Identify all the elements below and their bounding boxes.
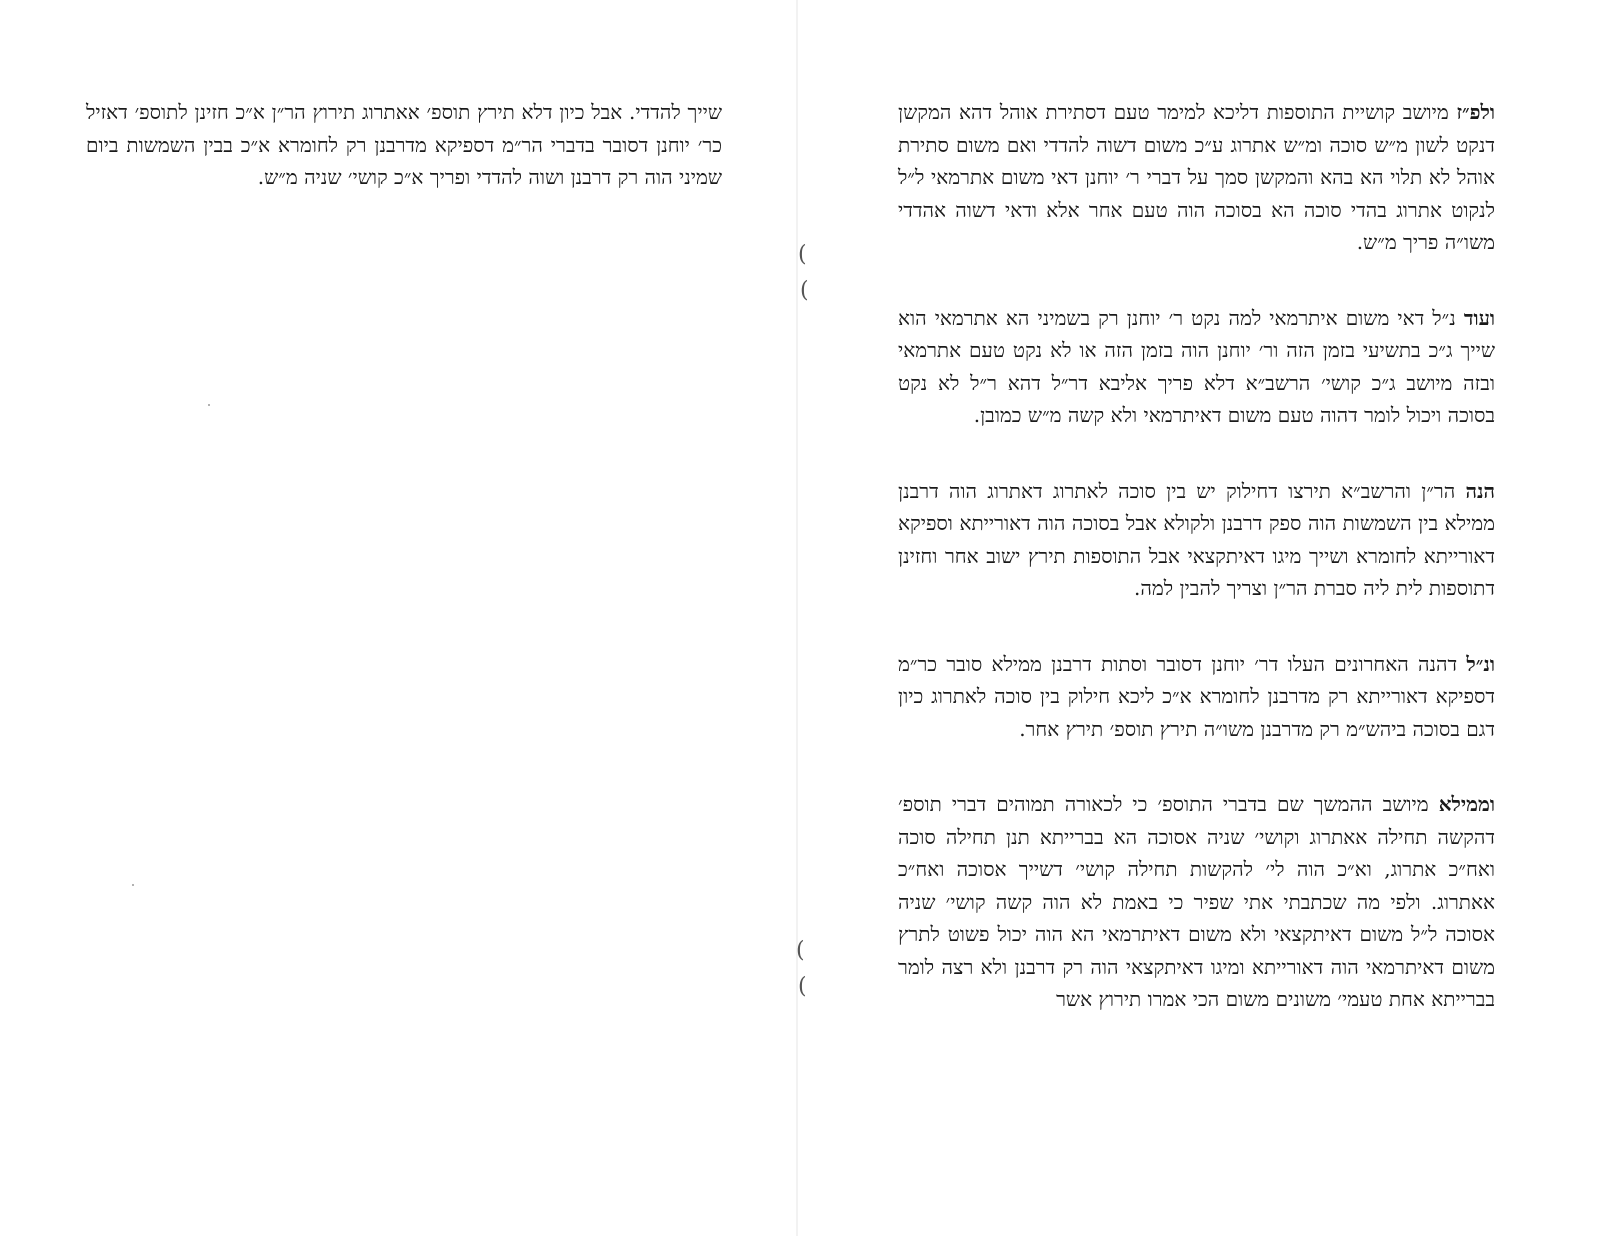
scan-speck	[208, 404, 210, 406]
paragraph-text: מיושב ההמשך שם בדברי התוספ׳ כי לכאורה תמוהים דברי תוספ׳ דהקשה תחילה אאתרוג וקושי׳ שניה אסוכה הא בברייתא תנן תחילה סוכה ואח״כ אתרוג, וא״כ הוה לי׳ להקשות תחילה קושי׳ דשייך אסוכה ואח״כ אאתרוג. ולפי מה שכתבתי אתי שפיר כי באמת לא הוה קשה קושי׳ שניה אסוכה ל״ל משום דאיתקצאי ולא משום דאיתרמאי הא הוה יכול פשוט לתרץ משום דאיתרמאי הוה דאורייתא ומיגו דאיתקצאי הוה רק דרבנן ולא רצה לומר בברייתא אחת טעמי׳ משונים משום הכי אמרו תירוץ אשר	[898, 792, 1495, 1011]
paragraph-text: נ״ל דאי משום איתרמאי למה נקט ר׳ יוחנן רק בשמיני הא אתרמאי הוא שייך ג״כ בתשיעי בזמן הזה ור׳ יוחנן הוה בזמן הזה או לא נקט טעם אתרמאי ובזה מיושב ג״כ קושי׳ הרשב״א דלא פריך אליבא דר״ל דהא ר״ל לא נקט בסוכה ויכול לומר דהוה טעם משום דאיתרמאי ולא קשה מ״ש כמובן.	[898, 305, 1495, 427]
scan-speck	[132, 884, 134, 886]
paragraph-text: מיושב קושיית התוספות דליכא למימר טעם דסתירת אוהל דהא המקשן דנקט לשון מ״ש סוכה ומ״ש אתרוג ע״כ משום דשוה להדדי ואם משום סתירת אוהל לא תלוי הא בהא והמקשן סמך על דברי ר׳ יוחנן דאי משום אתרמאי ל״ל לנקוט אתרוג בהדי סוכה הא בסוכה הוה טעם אחר אלא ודאי דשוה אהדדי משו״ה פריך מ״ש.	[898, 100, 1495, 254]
right-paragraph-4	[898, 648, 1495, 746]
right-page	[798, 0, 1600, 1236]
left-page-text-column	[86, 96, 722, 237]
binding-hole-mark-upper: (	[800, 278, 809, 303]
right-paragraph-2	[898, 302, 1495, 432]
paragraph-lead-word: הנה	[1465, 478, 1495, 503]
paragraph-lead-word: ועוד	[1463, 305, 1495, 330]
binding-hole-mark-upper: (	[798, 242, 807, 267]
paragraph-lead-word: ונ״ל	[1466, 651, 1495, 676]
right-paragraph-1	[898, 96, 1495, 259]
binding-hole-mark-lower: (	[798, 974, 807, 999]
right-page-text-column	[898, 96, 1495, 1059]
left-paragraph-1	[86, 96, 722, 194]
binding-hole-mark-lower: (	[796, 938, 805, 963]
paragraph-lead-word: ולפ״ז	[1456, 100, 1495, 124]
paragraph-text: דהנה האחרונים העלו דר׳ יוחנן דסובר וסתות דרבנן ממילא סובר כר״מ דספיקא דאורייתא רק מדרבנן לחומרא א״כ ליכא חילוק בין סוכה לאתרוג כיון דגם בסוכה ביהש״מ רק מדרבנן משו״ה תירץ תוספ׳ תירץ אחר.	[898, 651, 1495, 741]
right-paragraph-5	[898, 788, 1495, 1016]
paragraph-lead-word: וממילא	[1438, 792, 1495, 816]
paragraph-text: הר״ן והרשב״א תירצו דחילוק יש בין סוכה לאתרוג דאתרוג הוה דרבנן ממילא בין השמשות הוה ספק דרבנן ולקולא אבל בסוכה הוה דאורייתא וספיקא דאורייתא לחומרא ושייך מיגו דאיתקצאי אבל התוספות תירץ ישוב אחר וחזינן דתוספות לית ליה סברת הר״ן וצריך להבין למה.	[898, 478, 1495, 600]
right-paragraph-3	[898, 475, 1495, 605]
paragraph-text: שייך להדדי. אבל כיון דלא תירץ תוספ׳ אאתרוג תירוץ הר״ן א״כ חזינן לתוספ׳ דאזיל כר׳ יוחנן דסובר בדברי הר״מ דספיקא מדרבנן רק לחומרא א״כ בבין השמשות ביום שמיני הוה רק דרבנן ושוה להדדי ופריך א״כ קושי׳ שניה מ״ש.	[86, 100, 722, 189]
left-page	[0, 0, 796, 1236]
